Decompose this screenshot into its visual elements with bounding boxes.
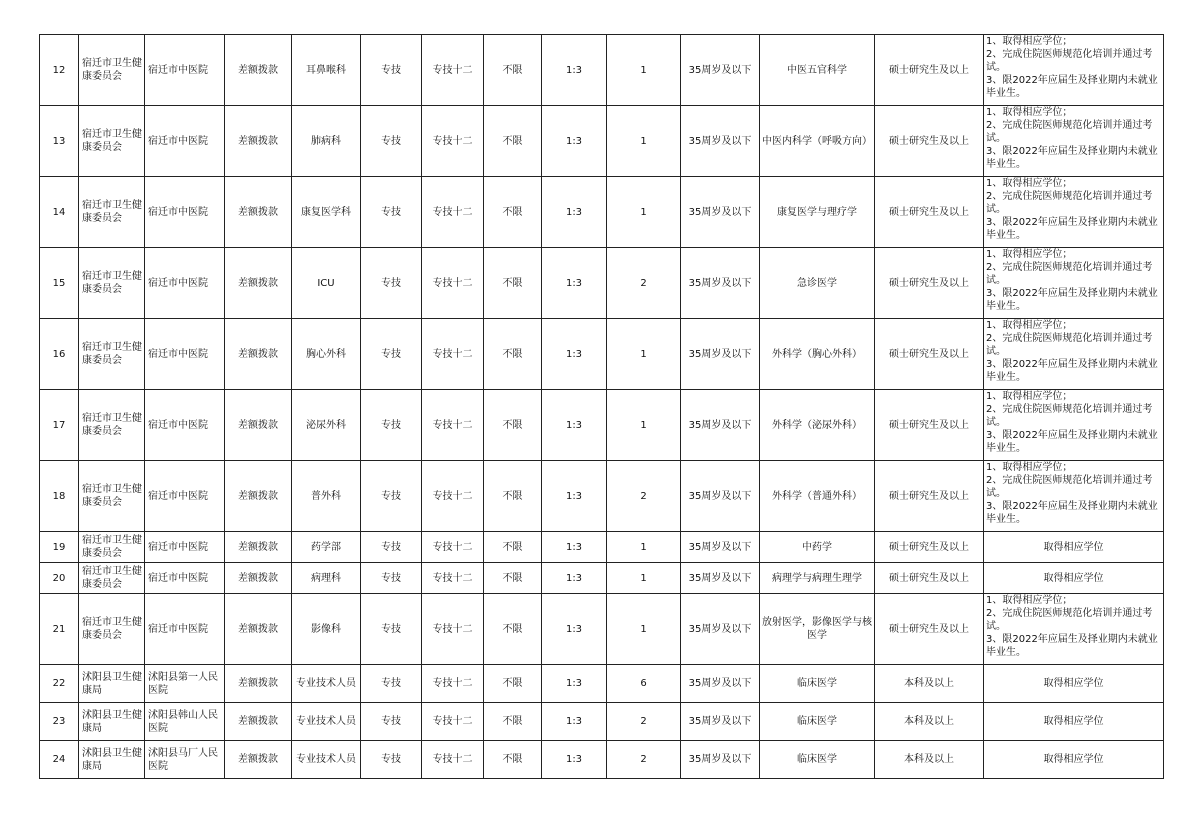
cell-notes [984, 106, 1164, 177]
cell-category: 专技 [361, 248, 422, 319]
cell-post: 普外科 [292, 461, 361, 532]
cell-ratio: 1:3 [542, 665, 607, 703]
cell-unit: 宿迁市中医院 [145, 461, 225, 532]
cell-grade: 专技十二 [422, 461, 484, 532]
cell-dept: 宿迁市卫生健康委员会 [79, 319, 145, 390]
cell-ratio: 1:3 [542, 741, 607, 779]
cell-count: 1 [607, 177, 681, 248]
cell-gender: 不限 [484, 741, 542, 779]
cell-count: 2 [607, 248, 681, 319]
note-line: 1、取得相应学位； [986, 107, 1073, 118]
cell-no: 15 [40, 248, 79, 319]
cell-no: 23 [40, 703, 79, 741]
cell-gender: 不限 [484, 177, 542, 248]
cell-edu: 本科及以上 [875, 665, 984, 703]
cell-ratio: 1:3 [542, 248, 607, 319]
note-line: 3、限2022年应届生及择业期内未就业毕业生。 [986, 359, 1158, 383]
cell-notes [984, 248, 1164, 319]
note-line: 1、取得相应学位； [986, 249, 1073, 260]
cell-count: 6 [607, 665, 681, 703]
cell-funding: 差额拨款 [225, 106, 292, 177]
cell-post: 影像科 [292, 594, 361, 665]
cell-unit: 宿迁市中医院 [145, 390, 225, 461]
cell-dept: 宿迁市卫生健康委员会 [79, 532, 145, 563]
recruitment-table [39, 34, 1164, 779]
cell-category: 专技 [361, 319, 422, 390]
cell-dept: 沭阳县卫生健康局 [79, 741, 145, 779]
cell-edu: 硕士研究生及以上 [875, 563, 984, 594]
table-row [40, 319, 1164, 390]
cell-age: 35周岁及以下 [681, 594, 760, 665]
cell-category: 专技 [361, 106, 422, 177]
cell-major: 临床医学 [760, 703, 875, 741]
cell-count: 1 [607, 35, 681, 106]
note-line: 1、取得相应学位； [986, 595, 1073, 606]
cell-major: 中医五官科学 [760, 35, 875, 106]
cell-category: 专技 [361, 665, 422, 703]
note-line: 1、取得相应学位； [986, 391, 1073, 402]
cell-post: 专业技术人员 [292, 703, 361, 741]
cell-funding: 差额拨款 [225, 563, 292, 594]
cell-age: 35周岁及以下 [681, 563, 760, 594]
note-line: 1、取得相应学位； [986, 320, 1073, 331]
cell-no: 12 [40, 35, 79, 106]
cell-post: 康复医学科 [292, 177, 361, 248]
cell-post: 药学部 [292, 532, 361, 563]
table-row [40, 248, 1164, 319]
cell-grade: 专技十二 [422, 390, 484, 461]
cell-ratio: 1:3 [542, 532, 607, 563]
cell-notes [984, 461, 1164, 532]
cell-major: 外科学（胸心外科） [760, 319, 875, 390]
cell-no: 18 [40, 461, 79, 532]
cell-age: 35周岁及以下 [681, 35, 760, 106]
cell-funding: 差额拨款 [225, 703, 292, 741]
table-body [40, 35, 1164, 779]
cell-grade: 专技十二 [422, 703, 484, 741]
cell-post: 专业技术人员 [292, 741, 361, 779]
cell-no: 22 [40, 665, 79, 703]
cell-major: 临床医学 [760, 665, 875, 703]
cell-funding: 差额拨款 [225, 177, 292, 248]
cell-unit: 宿迁市中医院 [145, 563, 225, 594]
cell-unit: 宿迁市中医院 [145, 106, 225, 177]
cell-edu: 硕士研究生及以上 [875, 461, 984, 532]
cell-gender: 不限 [484, 563, 542, 594]
cell-dept: 宿迁市卫生健康委员会 [79, 177, 145, 248]
cell-age: 35周岁及以下 [681, 703, 760, 741]
cell-post: 泌尿外科 [292, 390, 361, 461]
cell-count: 1 [607, 594, 681, 665]
table-row [40, 461, 1164, 532]
cell-dept: 宿迁市卫生健康委员会 [79, 106, 145, 177]
cell-age: 35周岁及以下 [681, 177, 760, 248]
cell-count: 1 [607, 319, 681, 390]
note-line: 2、完成住院医师规范化培训并通过考试。 [986, 475, 1153, 499]
cell-age: 35周岁及以下 [681, 319, 760, 390]
cell-unit: 宿迁市中医院 [145, 594, 225, 665]
cell-count: 2 [607, 461, 681, 532]
cell-category: 专技 [361, 741, 422, 779]
cell-gender: 不限 [484, 532, 542, 563]
cell-major: 急诊医学 [760, 248, 875, 319]
cell-edu: 硕士研究生及以上 [875, 248, 984, 319]
cell-category: 专技 [361, 594, 422, 665]
cell-no: 19 [40, 532, 79, 563]
note-line: 3、限2022年应届生及择业期内未就业毕业生。 [986, 430, 1158, 454]
cell-gender: 不限 [484, 35, 542, 106]
table-row [40, 390, 1164, 461]
cell-age: 35周岁及以下 [681, 248, 760, 319]
cell-category: 专技 [361, 563, 422, 594]
note-line: 2、完成住院医师规范化培训并通过考试。 [986, 608, 1153, 632]
cell-edu: 本科及以上 [875, 703, 984, 741]
cell-major: 外科学（普通外科） [760, 461, 875, 532]
cell-age: 35周岁及以下 [681, 106, 760, 177]
note-line: 3、限2022年应届生及择业期内未就业毕业生。 [986, 217, 1158, 241]
cell-notes [984, 563, 1164, 594]
cell-ratio: 1:3 [542, 177, 607, 248]
cell-grade: 专技十二 [422, 35, 484, 106]
table-row [40, 35, 1164, 106]
note-line: 3、限2022年应届生及择业期内未就业毕业生。 [986, 288, 1158, 312]
cell-notes [984, 741, 1164, 779]
table-row [40, 106, 1164, 177]
cell-dept: 宿迁市卫生健康委员会 [79, 563, 145, 594]
cell-notes [984, 703, 1164, 741]
cell-gender: 不限 [484, 703, 542, 741]
cell-notes [984, 390, 1164, 461]
cell-grade: 专技十二 [422, 741, 484, 779]
note-line: 1、取得相应学位； [986, 462, 1073, 473]
note-line: 2、完成住院医师规范化培训并通过考试。 [986, 262, 1153, 286]
cell-category: 专技 [361, 703, 422, 741]
table-row [40, 563, 1164, 594]
cell-count: 1 [607, 532, 681, 563]
cell-notes [984, 665, 1164, 703]
cell-no: 16 [40, 319, 79, 390]
note-line: 3、限2022年应届生及择业期内未就业毕业生。 [986, 75, 1158, 99]
cell-unit: 沭阳县韩山人民医院 [145, 703, 225, 741]
cell-category: 专技 [361, 177, 422, 248]
cell-notes [984, 319, 1164, 390]
cell-post: 病理科 [292, 563, 361, 594]
cell-funding: 差额拨款 [225, 390, 292, 461]
cell-count: 2 [607, 703, 681, 741]
note-line: 取得相应学位 [1043, 541, 1104, 553]
cell-notes [984, 177, 1164, 248]
note-line: 取得相应学位 [1043, 754, 1104, 765]
note-line: 2、完成住院医师规范化培训并通过考试。 [986, 404, 1153, 428]
cell-funding: 差额拨款 [225, 461, 292, 532]
cell-no: 13 [40, 106, 79, 177]
cell-gender: 不限 [484, 665, 542, 703]
cell-major: 康复医学与理疗学 [760, 177, 875, 248]
cell-grade: 专技十二 [422, 665, 484, 703]
cell-grade: 专技十二 [422, 594, 484, 665]
cell-count: 1 [607, 563, 681, 594]
cell-no: 17 [40, 390, 79, 461]
cell-funding: 差额拨款 [225, 532, 292, 563]
cell-edu: 硕士研究生及以上 [875, 390, 984, 461]
cell-funding: 差额拨款 [225, 319, 292, 390]
cell-ratio: 1:3 [542, 106, 607, 177]
note-line: 取得相应学位 [1043, 678, 1104, 689]
cell-gender: 不限 [484, 390, 542, 461]
cell-dept: 宿迁市卫生健康委员会 [79, 594, 145, 665]
table-row [40, 741, 1164, 779]
cell-count: 1 [607, 390, 681, 461]
cell-edu: 硕士研究生及以上 [875, 35, 984, 106]
cell-ratio: 1:3 [542, 390, 607, 461]
cell-major: 放射医学，影像医学与核医学 [760, 594, 875, 665]
cell-unit: 宿迁市中医院 [145, 319, 225, 390]
cell-grade: 专技十二 [422, 532, 484, 563]
cell-dept: 宿迁市卫生健康委员会 [79, 35, 145, 106]
cell-ratio: 1:3 [542, 703, 607, 741]
cell-unit: 沭阳县马厂人民医院 [145, 741, 225, 779]
cell-ratio: 1:3 [542, 461, 607, 532]
cell-no: 21 [40, 594, 79, 665]
cell-category: 专技 [361, 35, 422, 106]
note-line: 3、限2022年应届生及择业期内未就业毕业生。 [986, 634, 1158, 658]
cell-edu: 硕士研究生及以上 [875, 319, 984, 390]
cell-funding: 差额拨款 [225, 665, 292, 703]
cell-ratio: 1:3 [542, 35, 607, 106]
cell-unit: 沭阳县第一人民医院 [145, 665, 225, 703]
cell-age: 35周岁及以下 [681, 461, 760, 532]
cell-no: 20 [40, 563, 79, 594]
cell-major: 病理学与病理生理学 [760, 563, 875, 594]
cell-post: ICU [292, 248, 361, 319]
cell-dept: 宿迁市卫生健康委员会 [79, 248, 145, 319]
table-row [40, 703, 1164, 741]
cell-count: 1 [607, 106, 681, 177]
cell-gender: 不限 [484, 461, 542, 532]
cell-no: 14 [40, 177, 79, 248]
note-line: 2、完成住院医师规范化培训并通过考试。 [986, 49, 1153, 73]
cell-grade: 专技十二 [422, 177, 484, 248]
cell-category: 专技 [361, 532, 422, 563]
cell-major: 外科学（泌尿外科） [760, 390, 875, 461]
cell-age: 35周岁及以下 [681, 741, 760, 779]
cell-notes [984, 594, 1164, 665]
cell-edu: 硕士研究生及以上 [875, 106, 984, 177]
cell-post: 专业技术人员 [292, 665, 361, 703]
note-line: 2、完成住院医师规范化培训并通过考试。 [986, 191, 1153, 215]
cell-post: 胸心外科 [292, 319, 361, 390]
cell-unit: 宿迁市中医院 [145, 35, 225, 106]
cell-ratio: 1:3 [542, 563, 607, 594]
note-line: 3、限2022年应届生及择业期内未就业毕业生。 [986, 146, 1158, 170]
cell-count: 2 [607, 741, 681, 779]
cell-notes [984, 35, 1164, 106]
table-row [40, 177, 1164, 248]
cell-funding: 差额拨款 [225, 248, 292, 319]
cell-unit: 宿迁市中医院 [145, 177, 225, 248]
cell-edu: 硕士研究生及以上 [875, 594, 984, 665]
cell-ratio: 1:3 [542, 319, 607, 390]
cell-unit: 宿迁市中医院 [145, 248, 225, 319]
table-row [40, 665, 1164, 703]
cell-edu: 硕士研究生及以上 [875, 532, 984, 563]
cell-funding: 差额拨款 [225, 594, 292, 665]
cell-dept: 宿迁市卫生健康委员会 [79, 461, 145, 532]
cell-age: 35周岁及以下 [681, 532, 760, 563]
table-row [40, 532, 1164, 563]
cell-major: 临床医学 [760, 741, 875, 779]
cell-ratio: 1:3 [542, 594, 607, 665]
cell-grade: 专技十二 [422, 106, 484, 177]
cell-grade: 专技十二 [422, 319, 484, 390]
cell-funding: 差额拨款 [225, 35, 292, 106]
cell-gender: 不限 [484, 106, 542, 177]
cell-category: 专技 [361, 390, 422, 461]
note-line: 取得相应学位 [1043, 716, 1104, 727]
cell-dept: 沭阳县卫生健康局 [79, 703, 145, 741]
table-row [40, 594, 1164, 665]
cell-funding: 差额拨款 [225, 741, 292, 779]
note-line: 1、取得相应学位； [986, 178, 1073, 189]
note-line: 3、限2022年应届生及择业期内未就业毕业生。 [986, 501, 1158, 525]
cell-gender: 不限 [484, 594, 542, 665]
cell-no: 24 [40, 741, 79, 779]
cell-grade: 专技十二 [422, 563, 484, 594]
cell-age: 35周岁及以下 [681, 390, 760, 461]
cell-category: 专技 [361, 461, 422, 532]
cell-edu: 本科及以上 [875, 741, 984, 779]
cell-dept: 宿迁市卫生健康委员会 [79, 390, 145, 461]
note-line: 1、取得相应学位； [986, 36, 1073, 47]
cell-gender: 不限 [484, 248, 542, 319]
cell-post: 肺病科 [292, 106, 361, 177]
cell-dept: 沭阳县卫生健康局 [79, 665, 145, 703]
cell-major: 中药学 [760, 532, 875, 563]
cell-post: 耳鼻喉科 [292, 35, 361, 106]
cell-age: 35周岁及以下 [681, 665, 760, 703]
cell-edu: 硕士研究生及以上 [875, 177, 984, 248]
note-line: 取得相应学位 [1043, 572, 1104, 584]
cell-unit: 宿迁市中医院 [145, 532, 225, 563]
cell-major: 中医内科学（呼吸方向） [760, 106, 875, 177]
note-line: 2、完成住院医师规范化培训并通过考试。 [986, 120, 1153, 144]
cell-gender: 不限 [484, 319, 542, 390]
note-line: 2、完成住院医师规范化培训并通过考试。 [986, 333, 1153, 357]
cell-grade: 专技十二 [422, 248, 484, 319]
cell-notes [984, 532, 1164, 563]
